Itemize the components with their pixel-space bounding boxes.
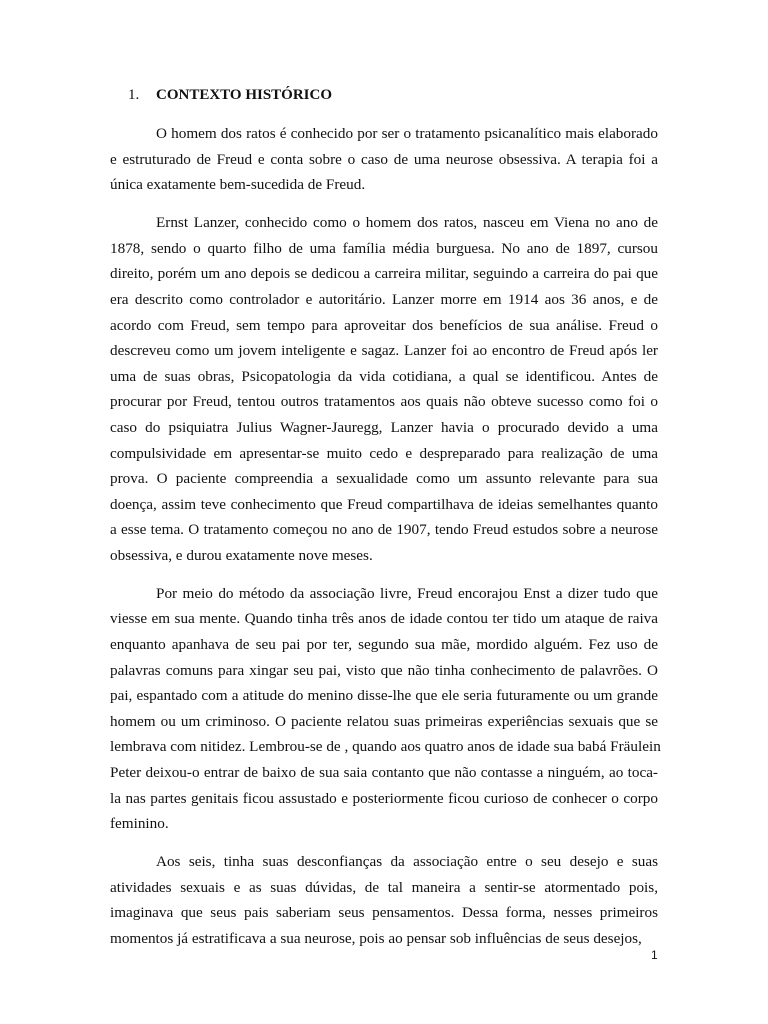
text-line: feminino.	[110, 815, 169, 833]
text-line: viesse em sua mente. Quando tinha três anos de idade contou ter tido um ataque de raiva	[110, 610, 658, 628]
paragraph	[110, 849, 658, 951]
text-line: pai, espantado com a atitude do menino disse-lhe que ele seria futuramente ou um grande	[110, 687, 658, 705]
text-line: obsessiva, e durou exatamente nove meses.	[110, 546, 373, 564]
text-line: direito, porém um ano depois se dedicou a carreira militar, seguindo a carreira do pai que	[110, 265, 658, 283]
text-line: caso do psiquiatra Julius Wagner-Jauregg, Lanzer havia o procurado devido a uma	[110, 418, 658, 436]
section-number: 1.	[128, 87, 140, 103]
text-line: O homem dos ratos é conhecido por ser o tratamento psicanalítico mais elaborado	[156, 125, 658, 142]
paragraph	[110, 210, 658, 568]
text-line: atividades sexuais e as suas dúvidas, de tal maneira a sentir-se atormentado pois,	[110, 878, 658, 896]
text-line: Peter deixou-o entrar de baixo de sua saia contanto que não contasse a ninguém, ao toca-	[110, 764, 658, 782]
text-line: compulsividade em apresentar-se muito cedo e despreparado para realização de uma	[110, 444, 658, 462]
text-line: lembrava com nitidez. Lembrou-se de , quando aos quatro anos de idade sua babá Fräulein	[110, 738, 661, 756]
paragraph	[110, 121, 658, 198]
text-line: homem ou um criminoso. O paciente relatou suas primeiras experiências sexuais que se	[110, 712, 658, 730]
page-number: 1	[651, 948, 658, 962]
text-line: descreveu como um jovem inteligente e sagaz. Lanzer foi ao encontro de Freud após ler	[110, 342, 658, 360]
text-line: e estruturado de Freud e conta sobre o caso de uma neurose obsessiva. A terapia foi a	[110, 150, 658, 168]
section-heading	[128, 85, 332, 105]
text-line: prova. O paciente compreendia a sexualidade como um assunto relevante para sua	[110, 470, 658, 488]
text-line: a esse tema. O tratamento começou no ano de 1907, tendo Freud estudos sobre a neurose	[110, 521, 658, 539]
text-line: enquanto apanhava de seu pai por ter, segundo sua mãe, mordido alguém. Fez uso de	[110, 636, 658, 654]
text-line: Aos seis, tinha suas desconfianças da associação entre o seu desejo e suas	[156, 853, 658, 871]
text-line: la nas partes genitais ficou assustado e posteriormente ficou curioso de conhecer o corpo	[110, 789, 658, 807]
text-line: momentos já estratificava a sua neurose, pois ao pensar sob influências de seus desejos,	[110, 929, 642, 947]
text-line: imaginava que seus pais saberiam seus pensamentos. Dessa forma, nesses primeiros	[110, 904, 658, 922]
text-line: uma de suas obras, Psicopatologia da vida cotidiana, a qual se identificou. Antes de	[110, 367, 658, 385]
text-line: acordo com Freud, sem tempo para aproveitar dos benefícios de sua análise. Freud o	[110, 316, 658, 334]
text-line: Ernst Lanzer, conhecido como o homem dos ratos, nasceu em Viena no ano de	[156, 214, 658, 232]
text-line: 1878, sendo o quarto filho de uma família média burguesa. No ano de 1897, cursou	[110, 239, 658, 257]
text-line: Por meio do método da associação livre, Freud encorajou Enst a dizer tudo que	[156, 584, 658, 602]
paragraph	[110, 581, 661, 837]
body-text	[110, 121, 661, 964]
section-title: CONTEXTO HISTÓRICO	[156, 87, 333, 103]
text-line: doença, assim teve conhecimento que Freud compartilhava de ideias semelhantes quanto	[110, 495, 658, 513]
text-line: palavras comuns para xingar seu pai, visto que não tinha conhecimento de palavrões. O	[110, 661, 658, 679]
text-line: era descrito como controlador e autoritário. Lanzer morre em 1914 aos 36 anos, e de	[110, 290, 658, 308]
text-line: procurar por Freud, tentou outros tratamentos aos quais não obteve sucesso como foi o	[110, 393, 658, 411]
text-line: única exatamente bem-sucedida de Freud.	[110, 176, 366, 194]
